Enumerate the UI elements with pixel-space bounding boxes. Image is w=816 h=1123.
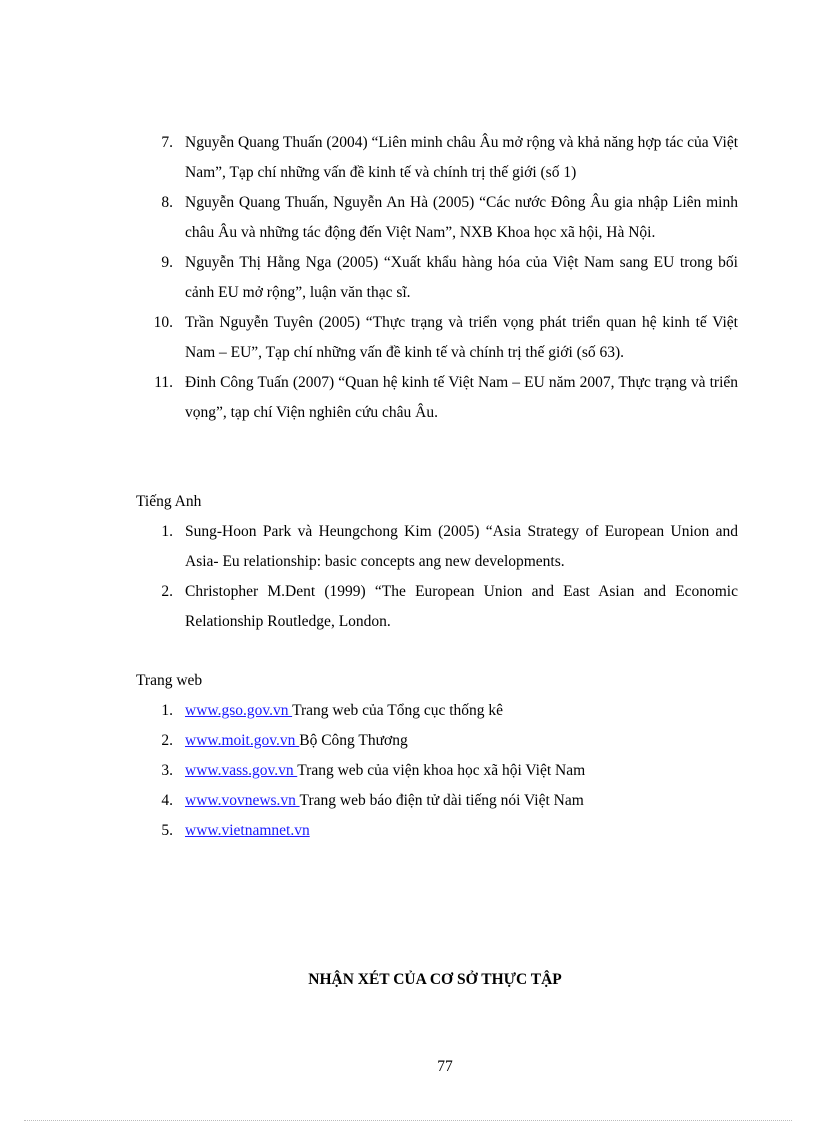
reference-number: 2. xyxy=(161,732,173,749)
website-link[interactable]: www.vass.gov.vn xyxy=(185,762,298,779)
page-number: 77 xyxy=(437,1058,453,1075)
reference-item xyxy=(136,188,738,248)
web-section-label: Trang web xyxy=(136,672,203,689)
reference-text: Christopher M.Dent (1999) “The European Union and East Asian and Economic Relationship Routledge, London. xyxy=(185,583,738,630)
reference-number: 4. xyxy=(161,792,173,809)
website-link[interactable]: www.vovnews.vn xyxy=(185,792,300,809)
reference-text: Đinh Công Tuấn (2007) “Quan hệ kinh tế Việt Nam – EU năm 2007, Thực trạng và triển vọng”, tạp chí Viện nghiên cứu châu Âu. xyxy=(185,374,738,421)
web-reference-list xyxy=(136,696,738,846)
reference-number: 7. xyxy=(161,134,173,151)
reference-number: 3. xyxy=(161,762,173,779)
website-description: Trang web của viện khoa học xã hội Việt Nam xyxy=(297,762,586,779)
website-link[interactable]: www.moit.gov.vn xyxy=(185,732,300,749)
web-reference-item xyxy=(136,726,738,756)
reference-text: Nguyễn Quang Thuấn (2004) “Liên minh châu Âu mở rộng và khả năng hợp tác của Việt Nam”, Tạp chí những vấn đề kinh tế và chính trị thế giới (số 1) xyxy=(185,134,738,181)
english-reference-list xyxy=(136,517,738,637)
reference-text: Trần Nguyễn Tuyên (2005) “Thực trạng và triển vọng phát triển quan hệ kinh tế Việt Nam – EU”, Tạp chí những vấn đề kinh tế và chính trị thế giới (số 63). xyxy=(185,314,738,361)
reference-item xyxy=(136,577,738,637)
reference-number: 1. xyxy=(161,523,173,540)
section-heading: NHẬN XÉT CỦA CƠ SỞ THỰC TẬP xyxy=(308,971,562,988)
website-description: Trang web báo điện tử dài tiếng nói Việt Nam xyxy=(299,792,584,809)
reference-number: 11. xyxy=(154,374,173,391)
web-reference-item xyxy=(136,756,738,786)
reference-text: Sung-Hoon Park và Heungchong Kim (2005) “Asia Strategy of European Union and Asia- Eu relationship: basic concepts ang new developments. xyxy=(185,523,738,570)
reference-text: Nguyễn Thị Hằng Nga (2005) “Xuất khẩu hàng hóa của Việt Nam sang EU trong bối cảnh EU mở rộng”, luận văn thạc sĩ. xyxy=(185,254,738,301)
reference-number: 2. xyxy=(161,583,173,600)
web-reference-item xyxy=(136,816,738,846)
reference-item xyxy=(136,308,738,368)
reference-number: 9. xyxy=(161,254,173,271)
page-bottom-divider xyxy=(24,1120,792,1121)
reference-item xyxy=(136,128,738,188)
reference-number: 1. xyxy=(161,702,173,719)
website-description: Bộ Công Thương xyxy=(299,732,408,749)
web-reference-item xyxy=(136,696,738,726)
reference-number: 5. xyxy=(161,822,173,839)
reference-item xyxy=(136,248,738,308)
reference-item xyxy=(136,517,738,577)
reference-item xyxy=(136,368,738,428)
reference-number: 10. xyxy=(153,314,173,331)
web-reference-item xyxy=(136,786,738,816)
vietnamese-reference-list xyxy=(136,128,738,428)
english-section-label: Tiếng Anh xyxy=(136,493,202,510)
website-description: Trang web của Tổng cục thống kê xyxy=(292,702,504,719)
website-link[interactable]: www.gso.gov.vn xyxy=(185,702,293,719)
website-link[interactable]: www.vietnamnet.vn xyxy=(185,822,310,839)
reference-text: Nguyễn Quang Thuấn, Nguyễn An Hà (2005) “Các nước Đông Âu gia nhập Liên minh châu Âu và những tác động đến Việt Nam”, NXB Khoa học xã hội, Hà Nội. xyxy=(185,194,738,241)
reference-number: 8. xyxy=(161,194,173,211)
